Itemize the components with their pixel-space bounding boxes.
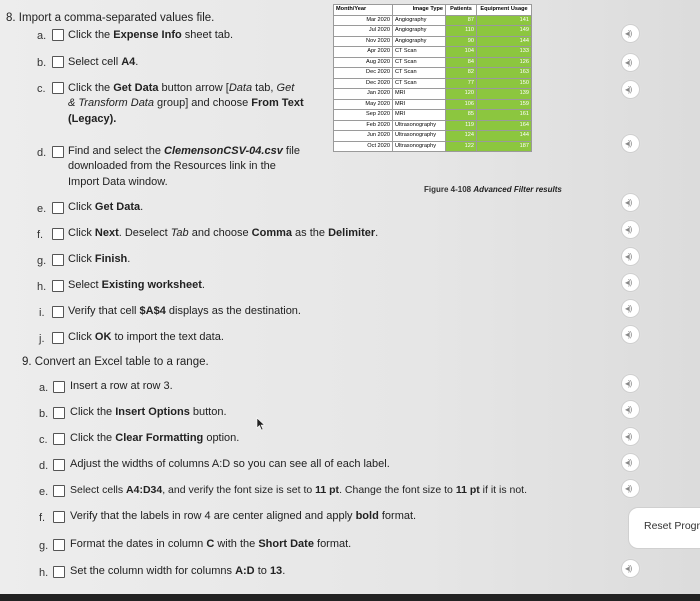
- figure-row: [334, 110, 532, 121]
- figure-cell: MRI: [393, 99, 446, 110]
- audio-speaker-icon[interactable]: ◂)): [621, 479, 640, 498]
- figure-cell: 163: [477, 68, 532, 79]
- figure-cell: 119: [446, 120, 477, 131]
- figure-cell: 161: [477, 110, 532, 121]
- figure-body: [334, 15, 532, 152]
- step-letter: d.: [37, 147, 47, 159]
- step-8h-text: Select Existing worksheet.: [68, 279, 205, 291]
- step-checkbox[interactable]: [52, 29, 64, 41]
- figure-cell: CT Scan: [393, 68, 446, 79]
- figure-cell: 87: [446, 15, 477, 26]
- audio-speaker-icon[interactable]: ◂)): [621, 80, 640, 99]
- figure-header-row: [334, 5, 532, 16]
- figure-cell: 110: [446, 26, 477, 37]
- figure-cell: 124: [446, 131, 477, 142]
- figure-row: [334, 99, 532, 110]
- figure-caption: Figure 4-108 Advanced Filter results: [424, 185, 562, 194]
- figure-row: [334, 15, 532, 26]
- figure-cell: MRI: [393, 110, 446, 121]
- step-checkbox[interactable]: [52, 146, 64, 158]
- step-letter: a.: [37, 30, 47, 42]
- figure-cell: 126: [477, 57, 532, 68]
- figure-cell: 144: [477, 131, 532, 142]
- figure-cell: 150: [477, 78, 532, 89]
- step-checkbox[interactable]: [52, 82, 64, 94]
- step-checkbox[interactable]: [53, 459, 65, 471]
- step-checkbox[interactable]: [52, 56, 64, 68]
- step-checkbox[interactable]: [52, 228, 64, 240]
- figure-header: Month/Year: [334, 5, 393, 16]
- audio-speaker-icon[interactable]: ◂)): [621, 559, 640, 578]
- step-8a-text: Click the Expense Info sheet tab.: [68, 29, 234, 41]
- figure-cell: Apr 2020: [334, 47, 393, 58]
- audio-speaker-icon[interactable]: ◂)): [621, 453, 640, 472]
- step-letter: h.: [37, 281, 47, 293]
- figure-cell: 139: [477, 89, 532, 100]
- figure-cell: Ultrasonography: [393, 141, 446, 152]
- step-letter: d.: [39, 460, 49, 472]
- figure-cell: CT Scan: [393, 47, 446, 58]
- step-letter: c.: [37, 83, 46, 95]
- figure-cell: 159: [477, 99, 532, 110]
- step-8e-text: Click Get Data.: [68, 201, 144, 213]
- figure-cell: Dec 2020: [334, 78, 393, 89]
- figure-cell: 144: [477, 36, 532, 47]
- figure-row: [334, 68, 532, 79]
- figure-cell: May 2020: [334, 99, 393, 110]
- step-letter: i.: [39, 307, 45, 319]
- step-checkbox[interactable]: [53, 566, 65, 578]
- figure-row: [334, 47, 532, 58]
- figure-cell: 133: [477, 47, 532, 58]
- figure-cell: CT Scan: [393, 78, 446, 89]
- step-checkbox[interactable]: [53, 433, 65, 445]
- audio-speaker-icon[interactable]: ◂)): [621, 193, 640, 212]
- figure-cell: 149: [477, 26, 532, 37]
- step-checkbox[interactable]: [52, 306, 64, 318]
- step-9c-text: Click the Clear Formatting option.: [70, 432, 240, 444]
- figure-cell: 106: [446, 99, 477, 110]
- figure-cell: Feb 2020: [334, 120, 393, 131]
- step-letter: e.: [37, 203, 47, 215]
- advanced-filter-figure-table: [333, 4, 532, 152]
- question-9-heading: 9. Convert an Excel table to a range.: [22, 356, 209, 368]
- step-checkbox[interactable]: [53, 511, 65, 523]
- step-checkbox[interactable]: [53, 407, 65, 419]
- figure-cell: Nov 2020: [334, 36, 393, 47]
- figure-cell: Mar 2020: [334, 15, 393, 26]
- reset-progress-button[interactable]: Reset Progr: [628, 507, 700, 549]
- bottom-edge-bar: [0, 594, 700, 601]
- figure-cell: MRI: [393, 89, 446, 100]
- figure-row: [334, 141, 532, 152]
- question-8-heading: 8. Import a comma-separated values file.: [6, 12, 215, 24]
- step-8i-text: Verify that cell $A$4 displays as the destination.: [68, 305, 301, 317]
- step-checkbox[interactable]: [53, 539, 65, 551]
- step-9a-text: Insert a row at row 3.: [70, 380, 173, 392]
- step-letter: h.: [39, 567, 49, 579]
- figure-header: Image Type: [393, 5, 446, 16]
- audio-speaker-icon[interactable]: ◂)): [621, 273, 640, 292]
- step-8d-line2: downloaded from the Resources link in the: [68, 160, 276, 172]
- figure-cell: 141: [477, 15, 532, 26]
- audio-speaker-icon[interactable]: ◂)): [621, 220, 640, 239]
- figure-row: [334, 57, 532, 68]
- figure-cell: Ultrasonography: [393, 131, 446, 142]
- step-8f-text: Click Next. Deselect Tab and choose Comma as the Delimiter.: [68, 227, 379, 239]
- figure-cell: Jun 2020: [334, 131, 393, 142]
- figure-cell: Jul 2020: [334, 26, 393, 37]
- step-letter: g.: [37, 255, 47, 267]
- figure-cell: 164: [477, 120, 532, 131]
- step-checkbox[interactable]: [52, 332, 64, 344]
- step-letter: b.: [37, 57, 47, 69]
- step-checkbox[interactable]: [53, 485, 65, 497]
- figure-cell: Ultrasonography: [393, 120, 446, 131]
- step-letter: b.: [39, 408, 49, 420]
- figure-cell: 104: [446, 47, 477, 58]
- step-letter: j.: [39, 333, 45, 345]
- figure-cell: Dec 2020: [334, 68, 393, 79]
- figure-row: [334, 89, 532, 100]
- mouse-cursor-icon: [256, 417, 266, 431]
- audio-speaker-icon[interactable]: ◂)): [621, 400, 640, 419]
- step-letter: a.: [39, 382, 49, 394]
- figure-cell: 82: [446, 68, 477, 79]
- figure-cell: 187: [477, 141, 532, 152]
- figure-cell: 120: [446, 89, 477, 100]
- figure-cell: 84: [446, 57, 477, 68]
- step-letter: g.: [39, 540, 49, 552]
- step-8j-text: Click OK to import the text data.: [68, 331, 224, 343]
- figure-cell: CT Scan: [393, 57, 446, 68]
- step-checkbox[interactable]: [52, 202, 64, 214]
- figure-row: [334, 78, 532, 89]
- figure-cell: Sep 2020: [334, 110, 393, 121]
- step-checkbox[interactable]: [52, 254, 64, 266]
- figure-cell: Aug 2020: [334, 57, 393, 68]
- audio-speaker-icon[interactable]: ◂)): [621, 299, 640, 318]
- figure-cell: 85: [446, 110, 477, 121]
- step-8d-line1: Find and select the ClemensonCSV-04.csv file: [68, 145, 300, 157]
- step-9g-text: Format the dates in column C with the Short Date format.: [70, 538, 352, 550]
- step-9h-text: Set the column width for columns A:D to 13.: [70, 565, 286, 577]
- audio-speaker-icon[interactable]: ◂)): [621, 53, 640, 72]
- step-checkbox[interactable]: [53, 381, 65, 393]
- step-8g-text: Click Finish.: [68, 253, 131, 265]
- step-8c-line3: (Legacy).: [68, 113, 117, 125]
- figure-cell: Jan 2020: [334, 89, 393, 100]
- step-8b-text: Select cell A4.: [68, 56, 139, 68]
- figure-cell: Angiography: [393, 15, 446, 26]
- step-letter: f.: [39, 512, 46, 524]
- audio-speaker-icon[interactable]: ◂)): [621, 374, 640, 393]
- step-9f-text: Verify that the labels in row 4 are center aligned and apply bold format.: [70, 510, 417, 522]
- figure-cell: Oct 2020: [334, 141, 393, 152]
- step-9e-text: Select cells A4:D34, and verify the font size is set to 11 pt. Change the font size to 11 pt if it is not.: [70, 484, 528, 496]
- figure-cell: 90: [446, 36, 477, 47]
- figure-row: [334, 120, 532, 131]
- step-9d-text: Adjust the widths of columns A:D so you can see all of each label.: [70, 458, 390, 470]
- figure-row: [334, 36, 532, 47]
- figure-cell: 122: [446, 141, 477, 152]
- audio-speaker-icon[interactable]: ◂)): [621, 247, 640, 266]
- step-letter: e.: [39, 486, 49, 498]
- audio-speaker-icon[interactable]: ◂)): [621, 325, 640, 344]
- figure-cell: 77: [446, 78, 477, 89]
- figure-row: [334, 131, 532, 142]
- step-8d-line3: Import Data window.: [68, 176, 168, 188]
- step-letter: f.: [37, 229, 44, 241]
- step-8c-line1: Click the Get Data button arrow [Data tab, Get: [68, 82, 295, 94]
- figure-header: Patients: [446, 5, 477, 16]
- figure-cell: Angiography: [393, 26, 446, 37]
- step-letter: c.: [39, 434, 48, 446]
- figure-row: [334, 26, 532, 37]
- step-checkbox[interactable]: [52, 280, 64, 292]
- figure-cell: Angiography: [393, 36, 446, 47]
- audio-speaker-icon[interactable]: ◂)): [621, 134, 640, 153]
- step-9b-text: Click the Insert Options button.: [70, 406, 227, 418]
- audio-speaker-icon[interactable]: ◂)): [621, 24, 640, 43]
- audio-speaker-icon[interactable]: ◂)): [621, 427, 640, 446]
- figure-header: Equipment Usage: [477, 5, 532, 16]
- step-8c-line2: & Transform Data group] and choose From Text: [68, 97, 304, 109]
